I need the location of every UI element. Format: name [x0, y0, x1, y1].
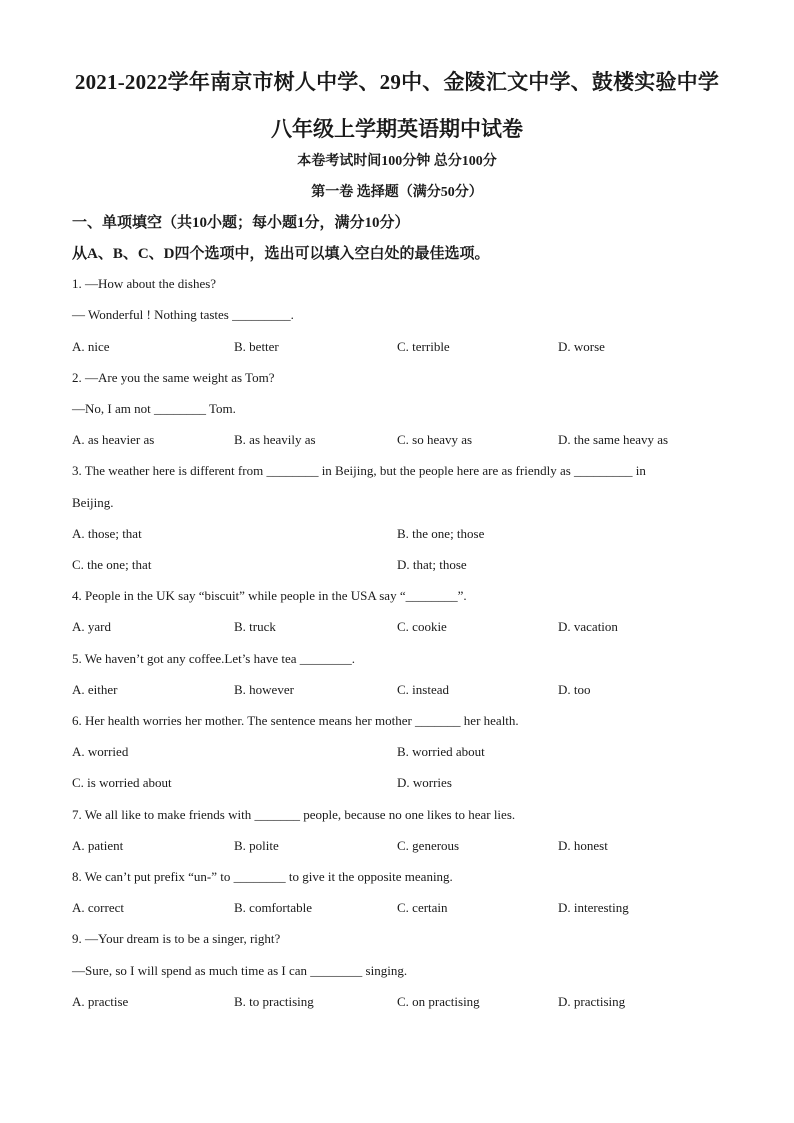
- option-d: D. practising: [558, 994, 626, 1009]
- option-b: B. comfortable: [234, 900, 312, 915]
- option-a: A. correct: [72, 900, 124, 915]
- question-1-line-2: — Wonderful ! Nothing tastes _________.: [72, 307, 294, 322]
- option-d: D. vacation: [558, 619, 618, 634]
- question-7-line-1: 7. We all like to make friends with _______ people, because no one likes to hear lies.: [72, 807, 516, 822]
- section-heading: 一、单项填空（共10小题；每小题1分，满分10分）: [72, 215, 410, 231]
- option-b: B. polite: [234, 838, 279, 853]
- option-b: B. worried about: [397, 744, 485, 759]
- option-a: A. either: [72, 682, 118, 697]
- option-d: D. interesting: [558, 900, 629, 915]
- option-b: B. better: [234, 339, 279, 354]
- question-2-options: [72, 432, 732, 450]
- option-a: A. nice: [72, 339, 110, 354]
- option-c: C. the one; that: [72, 557, 152, 572]
- option-c: C. terrible: [397, 339, 450, 354]
- exam-title-line2: 八年级上学期英语期中试卷: [271, 117, 523, 141]
- question-6-options-row-2: [72, 775, 732, 793]
- question-4-line-1: 4. People in the UK say “biscuit” while people in the USA say “________”.: [72, 588, 467, 603]
- question-5-options: [72, 682, 732, 700]
- section-instruction: 从A、B、C、D四个选项中，选出可以填入空白处的最佳选项。: [72, 246, 490, 262]
- option-c: C. is worried about: [72, 775, 172, 790]
- exam-title-line1: 2021-2022学年南京市树人中学、29中、金陵汇文中学、鼓楼实验中学: [74, 70, 720, 94]
- question-1-line-1: 1. —How about the dishes?: [72, 276, 217, 291]
- question-1-options: [72, 339, 732, 357]
- question-3-options-row-2: [72, 557, 732, 575]
- question-9-options: [72, 994, 732, 1012]
- option-a: A. patient: [72, 838, 124, 853]
- option-b: B. the one; those: [397, 526, 485, 541]
- option-b: B. to practising: [234, 994, 314, 1009]
- question-7-options: [72, 838, 732, 856]
- question-8-line-1: 8. We can’t put prefix “un-” to ________ to give it the opposite meaning.: [72, 869, 453, 884]
- option-a: A. as heavier as: [72, 432, 155, 447]
- option-a: A. yard: [72, 619, 111, 634]
- option-d: D. the same heavy as: [558, 432, 669, 447]
- question-3-options-row-1: [72, 526, 732, 544]
- option-d: D. honest: [558, 838, 608, 853]
- part-title: 第一卷 选择题（满分50分）: [311, 185, 483, 200]
- option-c: C. instead: [397, 682, 449, 697]
- option-c: C. so heavy as: [397, 432, 473, 447]
- option-b: B. truck: [234, 619, 276, 634]
- question-2-line-2: —No, I am not ________ Tom.: [72, 401, 236, 416]
- option-c: C. on practising: [397, 994, 480, 1009]
- option-c: C. cookie: [397, 619, 447, 634]
- option-d: D. that; those: [397, 557, 467, 572]
- option-a: A. those; that: [72, 526, 142, 541]
- question-2-line-1: 2. —Are you the same weight as Tom?: [72, 370, 275, 385]
- option-b: B. as heavily as: [234, 432, 316, 447]
- option-d: D. worries: [397, 775, 452, 790]
- question-6-line-1: 6. Her health worries her mother. The sentence means her mother _______ her health.: [72, 713, 519, 728]
- option-a: A. worried: [72, 744, 129, 759]
- option-c: C. certain: [397, 900, 448, 915]
- option-b: B. however: [234, 682, 294, 697]
- question-5-line-1: 5. We haven’t got any coffee.Let’s have tea ________.: [72, 651, 356, 666]
- question-3-line-1: 3. The weather here is different from ________ in Beijing, but the people here are as friendly as _________ in: [72, 463, 646, 478]
- question-8-options: [72, 900, 732, 918]
- option-a: A. practise: [72, 994, 129, 1009]
- question-6-options-row-1: [72, 744, 732, 762]
- exam-info: 本卷考试时间100分钟 总分100分: [297, 154, 497, 169]
- question-9-line-2: —Sure, so I will spend as much time as I can ________ singing.: [72, 963, 408, 978]
- question-9-line-1: 9. —Your dream is to be a singer, right?: [72, 931, 281, 946]
- question-4-options: [72, 619, 732, 637]
- option-d: D. worse: [558, 339, 605, 354]
- option-d: D. too: [558, 682, 591, 697]
- question-3-line-2: Beijing.: [72, 495, 114, 510]
- option-c: C. generous: [397, 838, 460, 853]
